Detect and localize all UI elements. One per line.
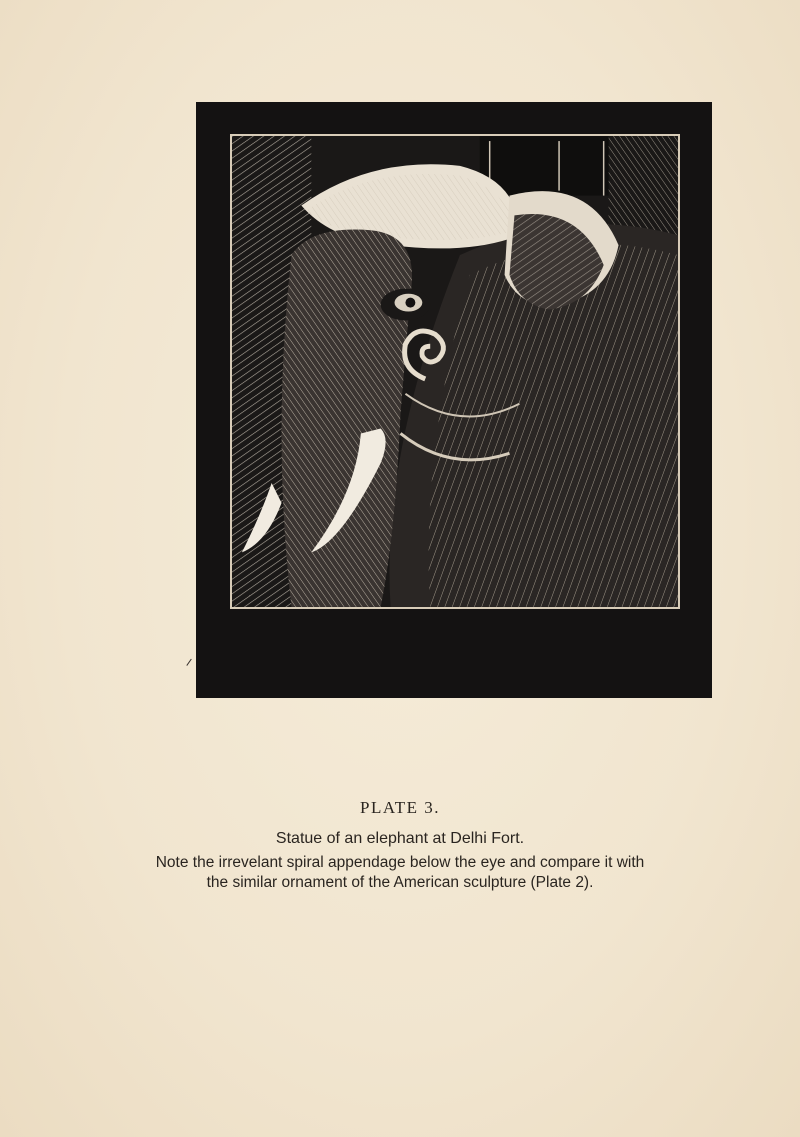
plate-number: PLATE 3. — [360, 798, 440, 817]
plate-title: Statue of an elephant at Delhi Fort. — [275, 830, 525, 847]
elephant-illustration — [230, 134, 680, 609]
plate-note-line-1: Note the irrevelant spiral appendage below the eye and compare it with — [155, 854, 645, 871]
plate-note — [0, 853, 800, 893]
elephant-engraving — [232, 136, 678, 607]
plate-note-line-2: the similar ornament of the American sculpture (Plate 2). — [206, 874, 594, 891]
woodcut-plate — [196, 102, 712, 698]
